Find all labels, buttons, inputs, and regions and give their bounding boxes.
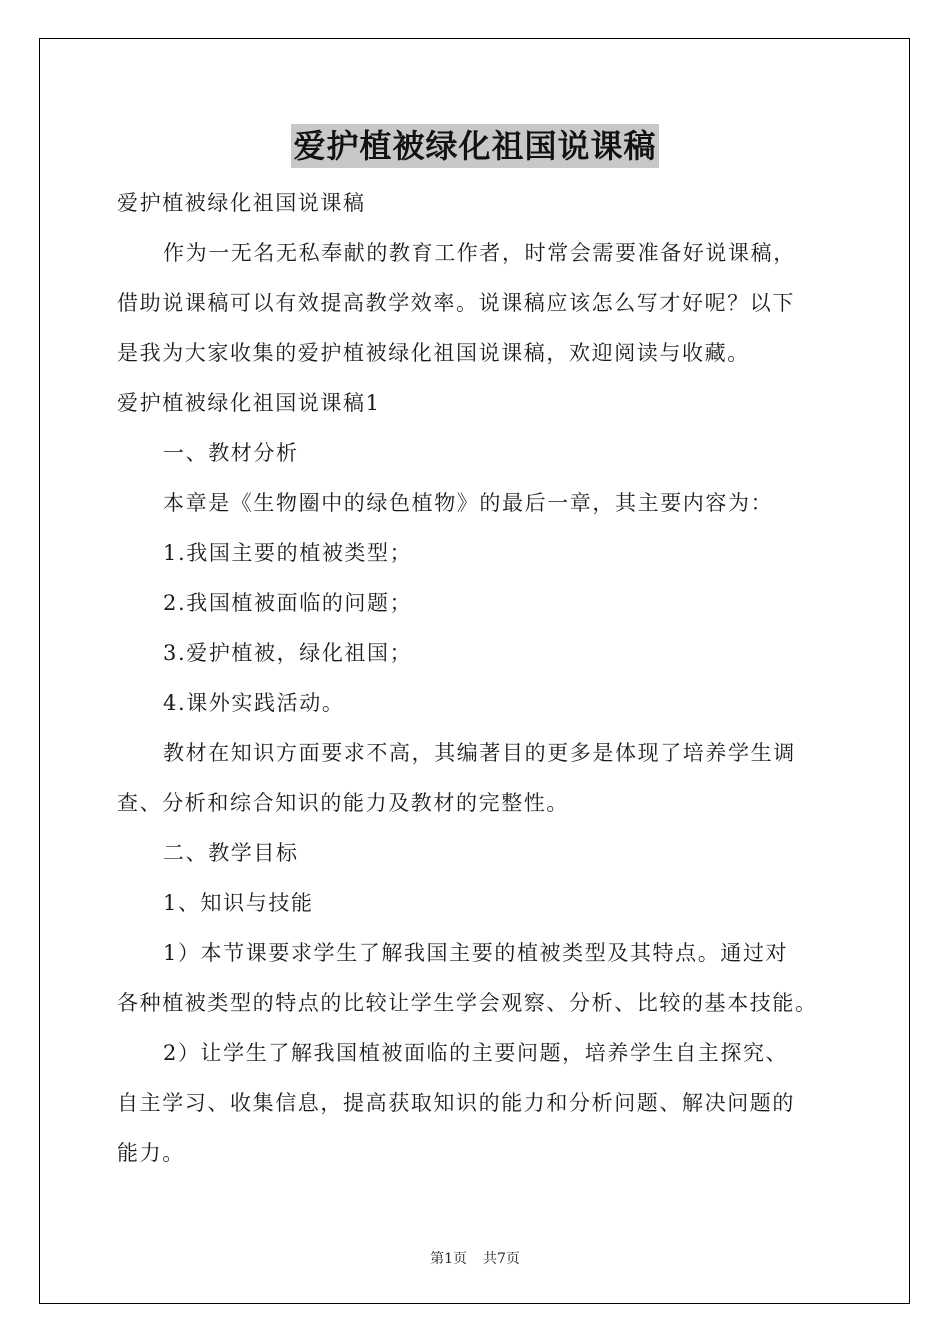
body-line: 2.我国植被面临的问题； [163, 591, 413, 615]
page-number: 第1页 [430, 1251, 467, 1267]
document-title [0, 124, 950, 168]
body-line: 1）本节课要求学生了解我国主要的植被类型及其特点。通过对 [163, 941, 789, 965]
body-line: 借助说课稿可以有效提高教学效率。说课稿应该怎么写才好呢？以下 [117, 291, 795, 315]
page-footer [0, 1248, 950, 1268]
body-line: 作为一无名无私奉献的教育工作者，时常会需要准备好说课稿， [163, 241, 796, 265]
body-line: 2）让学生了解我国植被面临的主要问题，培养学生自主探究、 [163, 1041, 789, 1065]
body-line: 一、教材分析 [163, 441, 299, 465]
body-line: 各种植被类型的特点的比较让学生学会观察、分析、比较的基本技能。 [117, 991, 818, 1015]
body-line: 是我为大家收集的爱护植被绿化祖国说课稿，欢迎阅读与收藏。 [117, 341, 750, 365]
body-line: 1、知识与技能 [163, 891, 314, 915]
page-total: 共7页 [483, 1251, 520, 1267]
body-line: 本章是《生物圈中的绿色植物》的最后一章，其主要内容为： [163, 491, 774, 515]
body-line: 查、分析和综合知识的能力及教材的完整性。 [117, 791, 569, 815]
body-line: 3.爱护植被，绿化祖国； [163, 641, 413, 665]
body-line: 二、教学目标 [163, 841, 299, 865]
body-line: 4.课外实践活动。 [163, 691, 345, 715]
document-title-text: 爱护植被绿化祖国说课稿 [291, 124, 658, 168]
body-line: 能力。 [117, 1141, 185, 1165]
body-line: 1.我国主要的植被类型； [163, 541, 413, 565]
document-body [117, 178, 837, 1178]
body-line: 爱护植被绿化祖国说课稿1 [117, 391, 381, 415]
body-line: 爱护植被绿化祖国说课稿 [117, 191, 366, 215]
body-line: 自主学习、收集信息，提高获取知识的能力和分析问题、解决问题的 [117, 1091, 795, 1115]
body-line: 教材在知识方面要求不高，其编著目的更多是体现了培养学生调 [163, 741, 796, 765]
